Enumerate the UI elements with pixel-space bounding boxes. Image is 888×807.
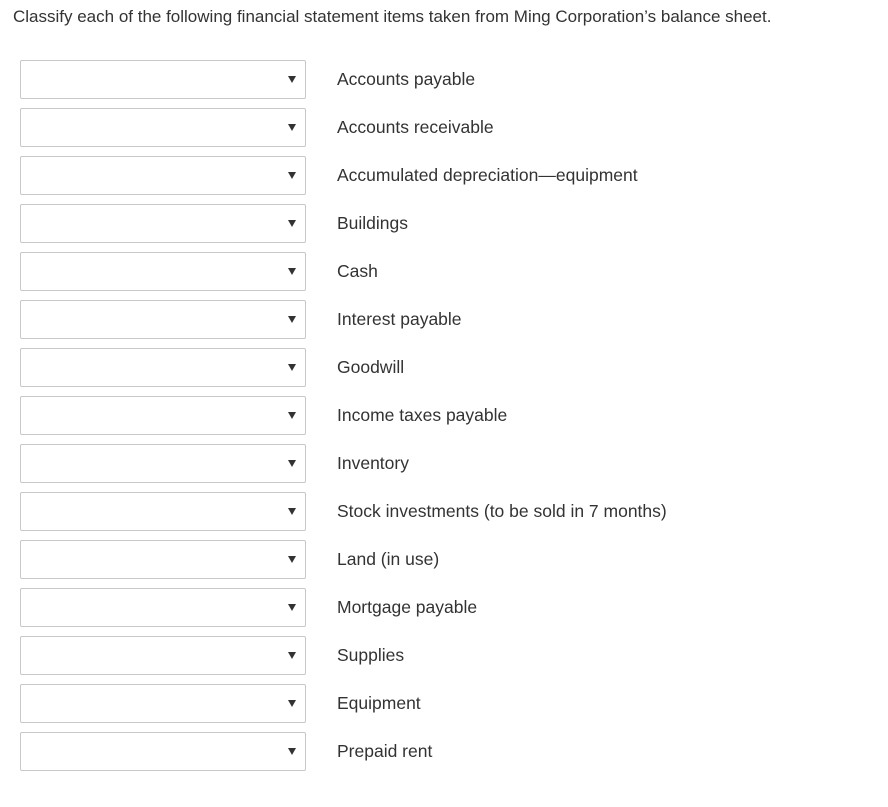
classification-select[interactable] xyxy=(20,444,306,483)
caret-down-icon xyxy=(288,508,296,515)
classification-select[interactable] xyxy=(20,492,306,531)
item-label: Prepaid rent xyxy=(337,741,433,761)
item-label: Income taxes payable xyxy=(337,405,508,425)
item-label: Stock investments (to be sold in 7 months) xyxy=(337,501,667,521)
caret-down-icon xyxy=(288,220,296,227)
item-label: Accounts payable xyxy=(337,69,476,89)
classification-select[interactable] xyxy=(20,396,306,435)
caret-down-icon xyxy=(288,604,296,611)
caret-down-icon xyxy=(288,556,296,563)
item-label: Inventory xyxy=(337,453,409,473)
caret-down-icon xyxy=(288,172,296,179)
classification-list xyxy=(20,60,667,780)
item-label: Land (in use) xyxy=(337,549,440,569)
classification-select[interactable] xyxy=(20,732,306,771)
classification-select[interactable] xyxy=(20,588,306,627)
caret-down-icon xyxy=(288,364,296,371)
classification-select[interactable] xyxy=(20,684,306,723)
item-label: Goodwill xyxy=(337,357,405,377)
item-label: Buildings xyxy=(337,213,409,233)
classification-select[interactable] xyxy=(20,300,306,339)
classification-row xyxy=(20,492,667,531)
classification-select[interactable] xyxy=(20,636,306,675)
caret-down-icon xyxy=(288,412,296,419)
classification-row xyxy=(20,444,667,483)
classification-row xyxy=(20,636,667,675)
classification-row xyxy=(20,156,667,195)
classification-row xyxy=(20,348,667,387)
classification-select[interactable] xyxy=(20,108,306,147)
caret-down-icon xyxy=(288,124,296,131)
classification-select[interactable] xyxy=(20,252,306,291)
classification-row xyxy=(20,684,667,723)
classification-row xyxy=(20,732,667,771)
classification-row xyxy=(20,108,667,147)
classification-select[interactable] xyxy=(20,204,306,243)
classification-select[interactable] xyxy=(20,348,306,387)
classification-select[interactable] xyxy=(20,60,306,99)
item-label: Interest payable xyxy=(337,309,462,329)
caret-down-icon xyxy=(288,316,296,323)
question-prompt: Classify each of the following financial statement items taken from Ming Corporation’s balance sheet. xyxy=(13,7,772,26)
caret-down-icon xyxy=(288,268,296,275)
classification-row xyxy=(20,540,667,579)
classification-select[interactable] xyxy=(20,540,306,579)
caret-down-icon xyxy=(288,748,296,755)
item-label: Supplies xyxy=(337,645,405,665)
classification-row xyxy=(20,252,667,291)
item-label: Mortgage payable xyxy=(337,597,478,617)
caret-down-icon xyxy=(288,460,296,467)
classification-row xyxy=(20,300,667,339)
caret-down-icon xyxy=(288,700,296,707)
classification-row xyxy=(20,588,667,627)
caret-down-icon xyxy=(288,652,296,659)
classification-row xyxy=(20,60,667,99)
item-label: Accumulated depreciation—equipment xyxy=(337,165,638,185)
classification-select[interactable] xyxy=(20,156,306,195)
classification-row xyxy=(20,396,667,435)
item-label: Cash xyxy=(337,261,378,281)
classification-row xyxy=(20,204,667,243)
item-label: Accounts receivable xyxy=(337,117,494,137)
caret-down-icon xyxy=(288,76,296,83)
item-label: Equipment xyxy=(337,693,421,713)
